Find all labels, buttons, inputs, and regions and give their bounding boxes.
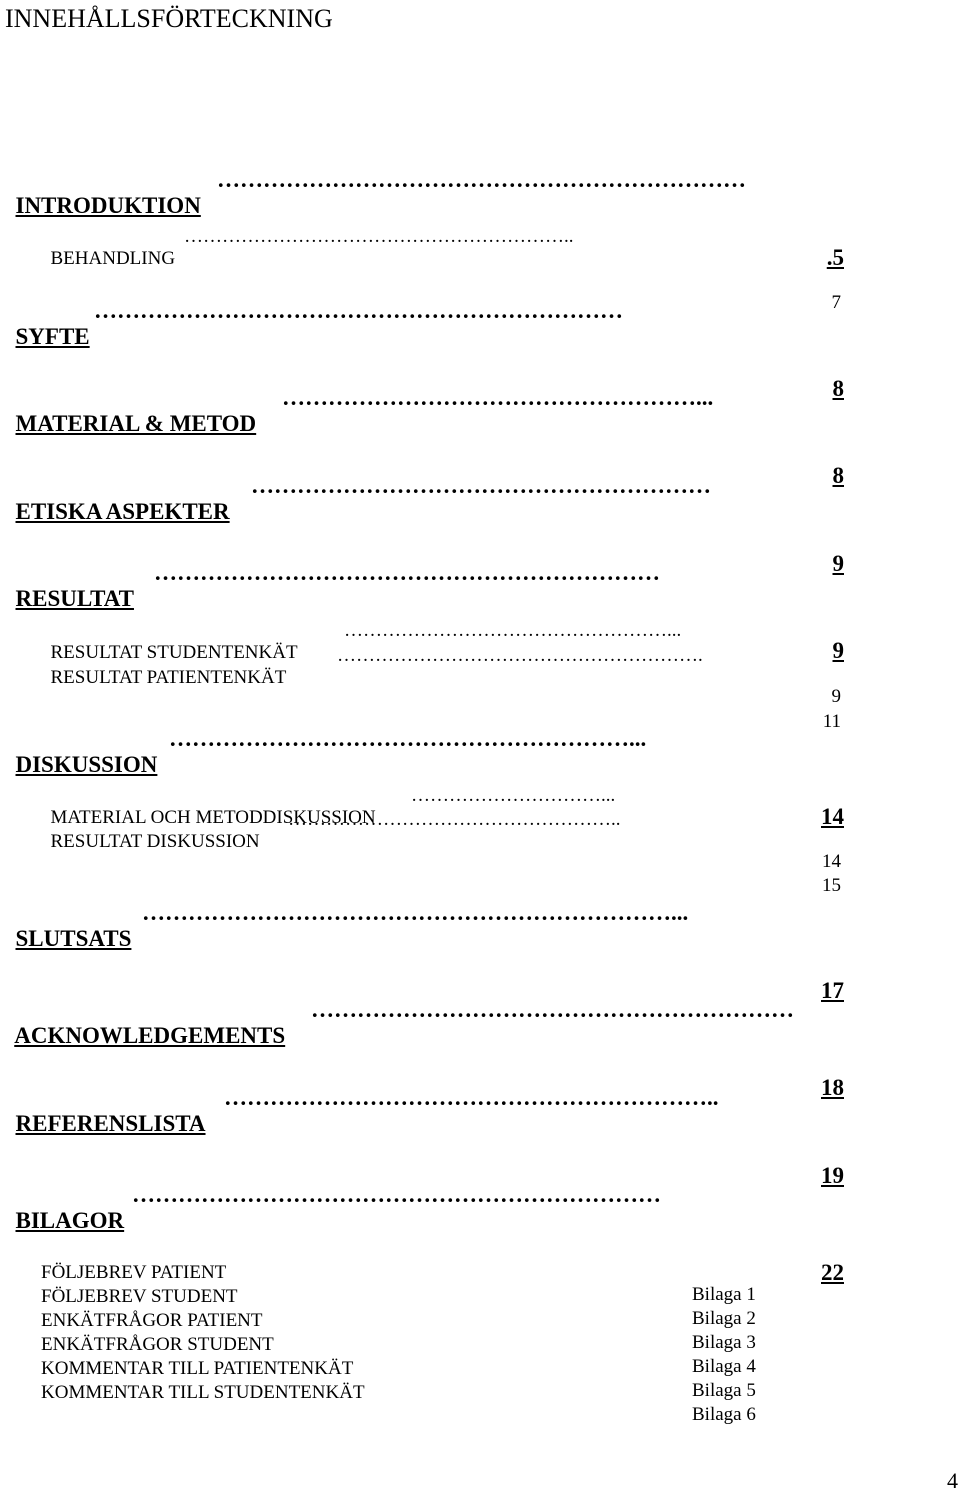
toc-leader-dots: …………………………………………………….. bbox=[184, 226, 574, 247]
toc-entry-title: INTRODUKTION bbox=[15, 193, 201, 218]
toc-leader-dots: ……………………………………………………… bbox=[311, 997, 794, 1022]
toc-entry-title: RESULTAT bbox=[15, 586, 134, 611]
toc-leader-dots: …………………………………………………………… bbox=[217, 167, 746, 192]
toc-page-number: 9 bbox=[831, 686, 841, 707]
toc-page-number: .5 bbox=[826, 245, 844, 270]
toc-leader-dots: ………………………………………………………… bbox=[154, 560, 660, 585]
toc-entry-referenslista[interactable] bbox=[4, 1085, 844, 1188]
toc-entry-title: DISKUSSION bbox=[15, 752, 158, 777]
toc-page-number: 19 bbox=[821, 1163, 844, 1188]
toc-entry-acknowledgements[interactable] bbox=[4, 997, 844, 1100]
toc-leader-dots: …………………………... bbox=[411, 785, 616, 806]
toc-leader-dots: …………………………………………….. bbox=[288, 809, 621, 830]
toc-entry-title: SLUTSATS bbox=[15, 926, 132, 951]
toc-leader-dots: ……………………………………………………….. bbox=[224, 1085, 719, 1110]
toc-leader-dots: …………………………………………………………… bbox=[132, 1182, 661, 1207]
bilaga-name: FÖLJEBREV PATIENT bbox=[41, 1262, 227, 1283]
toc-page-number: 8 bbox=[832, 376, 844, 401]
toc-entry-material-metod[interactable] bbox=[4, 385, 844, 488]
bilaga-ref: Bilaga 3 bbox=[692, 1332, 756, 1353]
bilaga-name: KOMMENTAR TILL STUDENTENKÄT bbox=[41, 1382, 365, 1403]
toc-entry-title: RESULTAT STUDENTENKÄT bbox=[50, 642, 298, 663]
toc-leader-dots: ……………………………………………………... bbox=[169, 726, 647, 751]
toc-page-number: 17 bbox=[821, 978, 844, 1003]
bilaga-name: KOMMENTAR TILL PATIENTENKÄT bbox=[41, 1358, 354, 1379]
toc-page-number: 9 bbox=[832, 638, 844, 663]
toc-page-number: 14 bbox=[821, 804, 844, 829]
toc-entry-slutsats[interactable] bbox=[4, 900, 844, 1003]
toc-entry-etiska-aspekter[interactable] bbox=[4, 473, 844, 576]
toc-page-number: 14 bbox=[822, 851, 841, 872]
toc-entry-syfte[interactable] bbox=[4, 298, 844, 401]
toc-entry-resultat-patientenkat[interactable] bbox=[41, 645, 841, 732]
toc-entry-title: BILAGOR bbox=[15, 1208, 125, 1233]
page-number: 4 bbox=[947, 1468, 958, 1493]
bilaga-ref: Bilaga 6 bbox=[692, 1404, 756, 1425]
toc-leader-dots: ……………………………………………... bbox=[344, 620, 682, 641]
toc-entry-title: RESULTAT DISKUSSION bbox=[50, 831, 260, 852]
page-heading: INNEHÅLLSFÖRTECKNING bbox=[5, 4, 333, 33]
toc-page-number: 9 bbox=[832, 551, 844, 576]
toc-entry-title: REFERENSLISTA bbox=[15, 1111, 206, 1136]
toc-entry-title: RESULTAT PATIENTENKÄT bbox=[50, 667, 287, 688]
toc-entry-title: BEHANDLING bbox=[50, 248, 176, 269]
toc-entry-behandling[interactable] bbox=[41, 226, 841, 313]
toc-leader-dots: ……………………………………………………………... bbox=[142, 900, 689, 925]
toc-entry-title: SYFTE bbox=[15, 324, 90, 349]
toc-entry-title: MATERIAL & METOD bbox=[15, 411, 257, 436]
toc-leader-dots: …………………………………………………… bbox=[251, 473, 711, 498]
bilaga-name: ENKÄTFRÅGOR STUDENT bbox=[41, 1334, 274, 1355]
toc-leader-dots: ………………………………………………... bbox=[282, 385, 714, 410]
bilaga-ref: Bilaga 1 bbox=[692, 1284, 756, 1305]
toc-page-number: 22 bbox=[821, 1260, 844, 1285]
toc-entry-title: ETISKA ASPEKTER bbox=[15, 499, 230, 524]
toc-page-number: 11 bbox=[822, 711, 841, 732]
toc-leader-dots: …………………………………………………………… bbox=[94, 298, 623, 323]
bilaga-ref: Bilaga 2 bbox=[692, 1308, 756, 1329]
bilaga-ref: Bilaga 5 bbox=[692, 1380, 756, 1401]
toc-page-number: 15 bbox=[822, 875, 841, 896]
toc-entry-title: ACKNOWLEDGEMENTS bbox=[14, 1023, 286, 1048]
bilaga-ref: Bilaga 4 bbox=[692, 1356, 756, 1377]
toc-entry-title: MATERIAL OCH METODDISKUSSION bbox=[50, 807, 376, 828]
toc-page-number: 18 bbox=[821, 1075, 844, 1100]
toc-page-number: 7 bbox=[831, 292, 841, 313]
toc-page-number: 8 bbox=[832, 463, 844, 488]
bilaga-name: ENKÄTFRÅGOR PATIENT bbox=[41, 1310, 263, 1331]
bilaga-name: FÖLJEBREV STUDENT bbox=[41, 1286, 238, 1307]
toc-leader-dots: …………………………………………………. bbox=[337, 645, 703, 666]
